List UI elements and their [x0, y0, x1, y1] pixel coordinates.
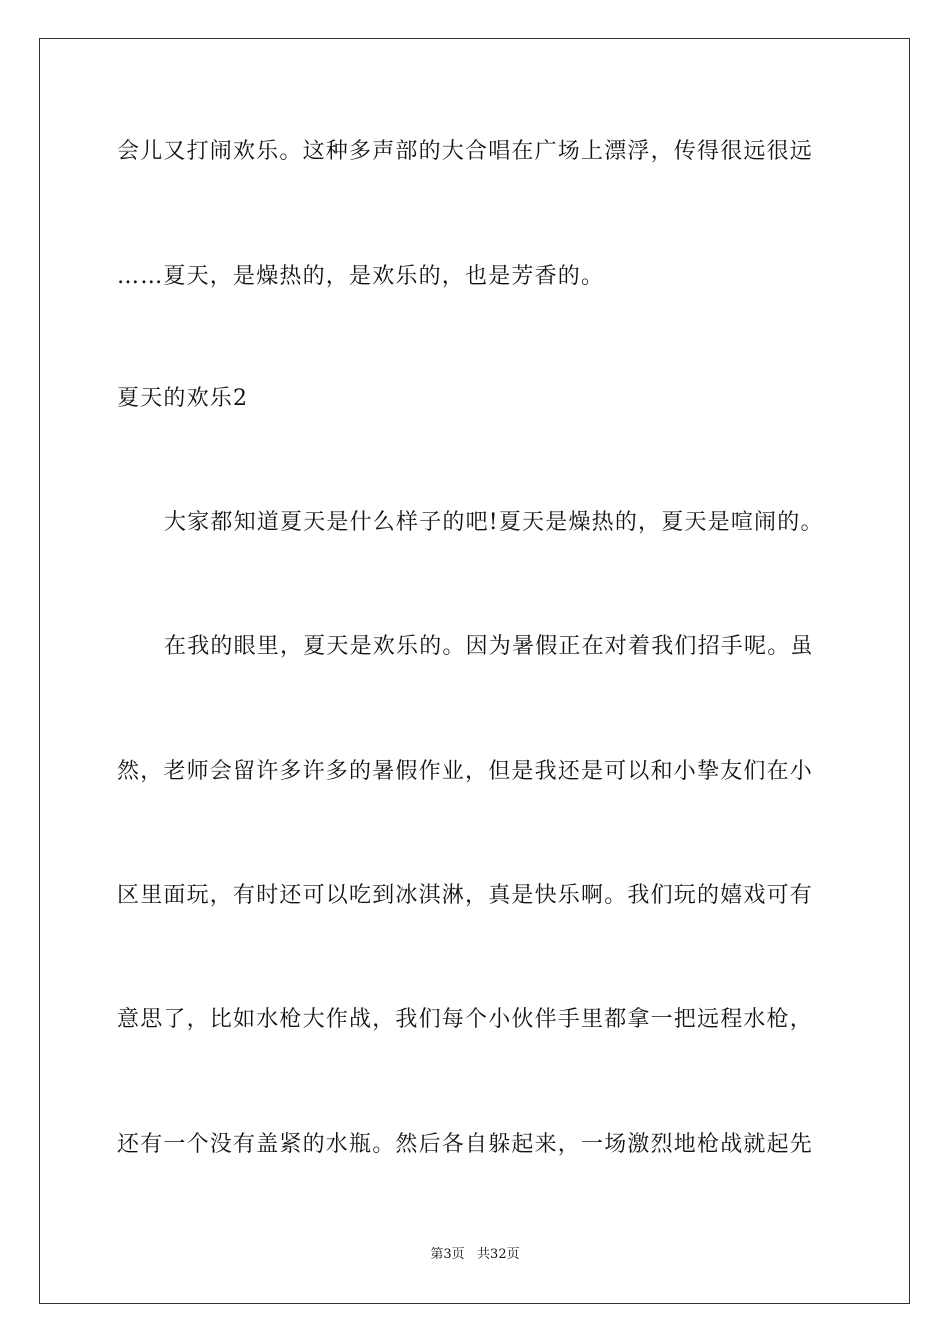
page-frame [39, 38, 910, 1304]
body-text-line: 在我的眼里，夏天是欢乐的。因为暑假正在对着我们招手呢。虽 [164, 634, 814, 659]
body-text-line: 还有一个没有盖紧的水瓶。然后各自躲起来，一场激烈地枪战就起先 [117, 1132, 814, 1157]
body-text-line: 意思了，比如水枪大作战，我们每个小伙伴手里都拿一把远程水枪， [117, 1007, 814, 1032]
page-number-footer: 第3页 共32页 [430, 1247, 520, 1262]
body-text-line: 会儿又打闹欢乐。这种多声部的大合唱在广场上漂浮，传得很远很远 [117, 139, 814, 164]
body-text-line: 区里面玩，有时还可以吃到冰淇淋，真是快乐啊。我们玩的嬉戏可有 [117, 883, 814, 908]
body-text-line: 大家都知道夏天是什么样子的吧!夏天是燥热的，夏天是喧闹的。 [164, 510, 824, 535]
body-text-line: ……夏天，是燥热的，是欢乐的，也是芳香的。 [117, 264, 605, 289]
body-text-line: 然，老师会留许多许多的暑假作业，但是我还是可以和小挚友们在小 [117, 759, 814, 784]
section-heading: 夏天的欢乐2 [117, 386, 249, 411]
